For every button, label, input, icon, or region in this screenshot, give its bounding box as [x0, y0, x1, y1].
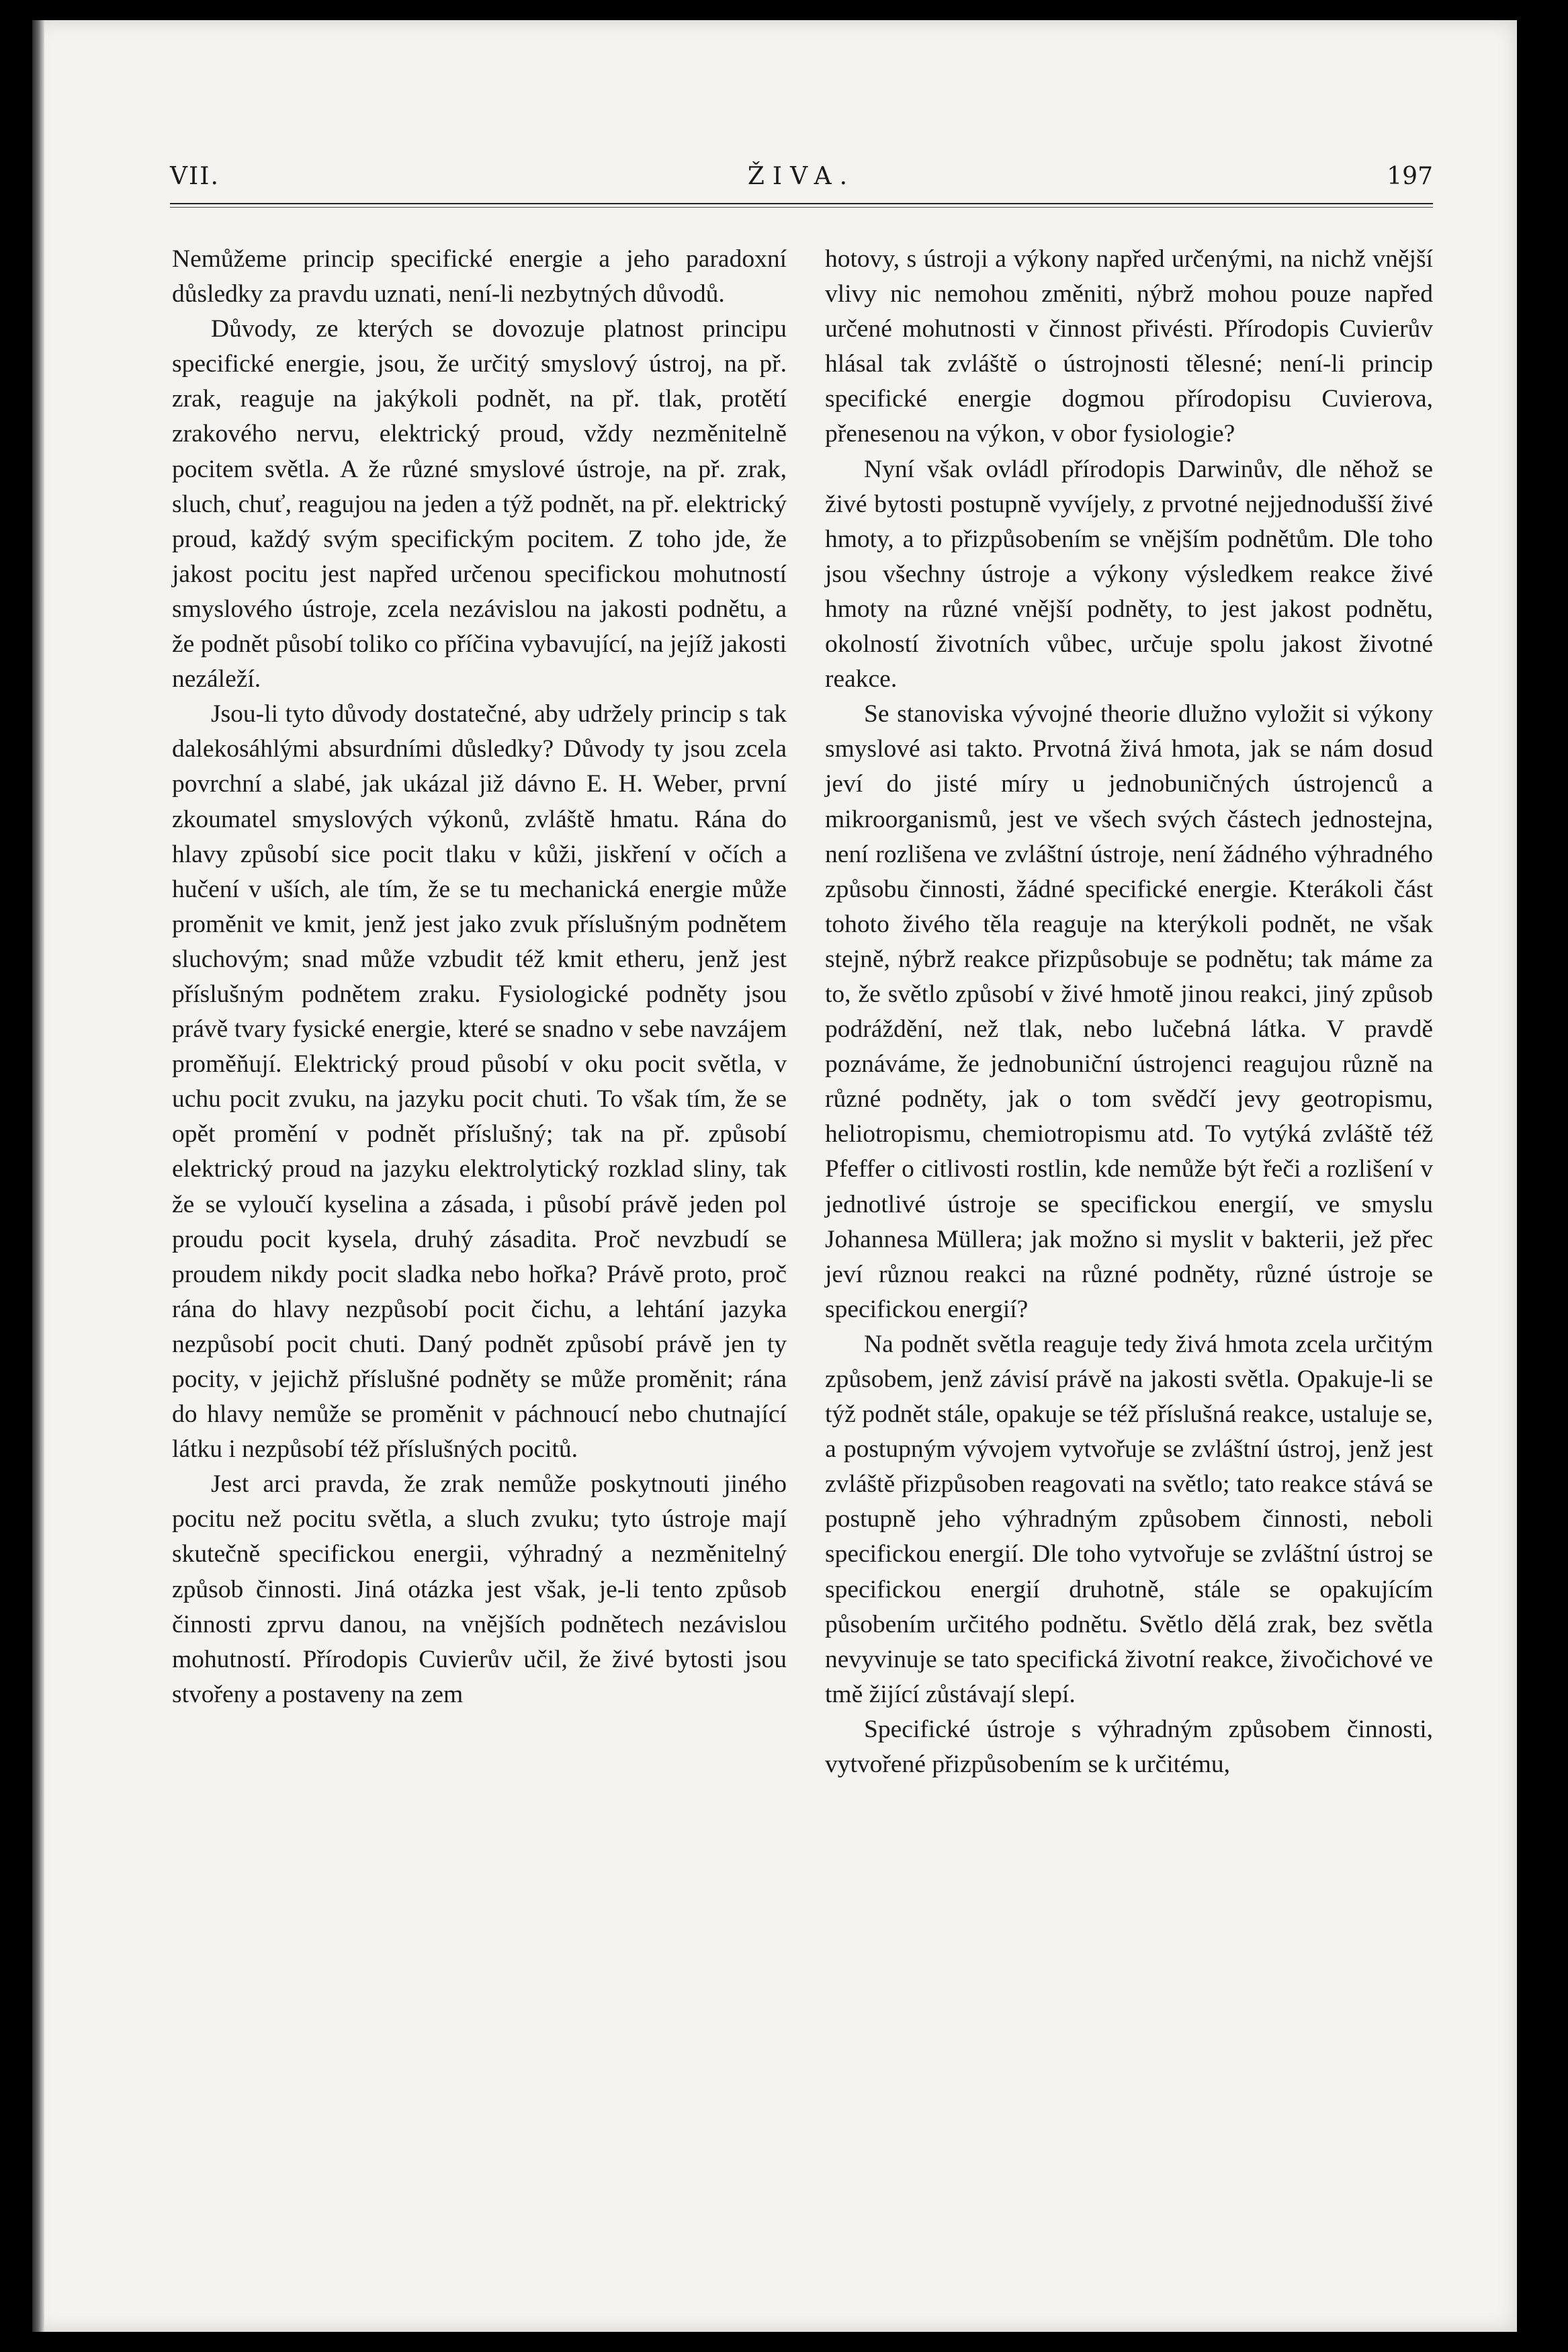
paragraph: Nemůžeme princip specifické energie a jeho paradoxní důsledky za pravdu uznati, není-li nezbytných důvodů.	[172, 245, 787, 308]
volume-number: VII.	[170, 163, 220, 190]
book-page	[32, 20, 1517, 2332]
running-header	[170, 163, 1433, 203]
paragraph: Se stanoviska vývojné theorie dlužno vyložit si výkony smyslové asi takto. Prvotná živá hmota, jak se nám dosud jeví do jisté míry u jednobuničných ústrojenců a mikroorganismů, jest ve všech svých částech jednostejna, není rozlišena ve zvláštní ústroje, není žádného výhradného způsobu činnosti, žádné specifické energie. Kterákoli část tohoto živého těla reaguje na kterýkoli podnět, ne však stejně, nýbrž reakce přizpůsobuje se podnětu; tak máme za to, že světlo způsobí v živé hmotě jinou reakci, jiný způsob podráždění, než tlak, nebo lučebná látka. V pravdě poznáváme, že jednobuniční ústrojenci reagujou různě na různé podněty, jak o tom svědčí jevy geotropismu, heliotropismu, chemiotropismu atd. To vytýká zvláště též Pfeffer o citlivosti rostlin, kde nemůže být řeči a rozlišení v jednotlivé ústroje se specifickou energií, ve smyslu Johannesa Müllera; jak možno si myslit v bakterii, jež přec jeví různou reakci na různé podněty, různé ústroje se specifickou energií?	[825, 700, 1433, 1323]
page-number: 197	[1387, 163, 1433, 190]
page-spine-edge	[32, 20, 44, 2332]
paragraph: Nyní však ovládl přírodopis Darwinův, dle něhož se živé bytosti postupně vyvíjely, z prvotné nejjednodušší živé hmoty, a to přizpůsobením se vnějším podnětům. Dle toho jsou všechny ústroje a výkony výsledkem reakce živé hmoty na různé vnější podněty, to jest jakost podnětu, okolností životních vůbec, určuje spolu jakost životné reakce.	[825, 455, 1433, 694]
paragraph: Jsou-li tyto důvody dostatečné, aby udržely princip s tak dalekosáhlými absurdními důsledky? Důvody ty jsou zcela povrchní a slabé, jak ukázal již dávno E. H. Weber, první zkoumatel smyslových výkonů, zvláště hmatu. Rána do hlavy způsobí sice pocit tlaku v kůži, jiskření v očích a hučení v uších, ale tím, že se tu mechanická energie může proměnit ve kmit, jenž jest jako zvuk příslušným podnětem sluchovým; snad může vzbudit též kmit etheru, jenž jest příslušným podnětem zraku. Fysiologické podněty jsou právě tvary fysické energie, které se snadno v sebe navzájem proměňují. Elektrický proud působí v oku pocit světla, v uchu pocit zvuku, na jazyku pocit chuti. To však tím, že se opět promění v podnět příslušný; tak na př. způsobí elektrický proud na jazyku elektrolytický rozklad sliny, tak že se vyloučí kyselina a zásada, i působí právě jeden pol proudu pocit kysela, druhý zásadita. Proč nevzbudí se proudem nikdy pocit sladka nebo hořka? Právě proto, proč rána do hlavy nezpůsobí pocit čichu, a lehtání jazyka nezpůsobí pocit chuti. Daný podnět způsobí právě jen ty pocity, v jejichž příslušné podněty se může proměnit; rána do hlavy nemůže se proměnit v páchnoucí nebo chutnající látku i nezpůsobí též příslušných pocitů.	[172, 700, 787, 1464]
left-column	[172, 242, 787, 1712]
paragraph: Na podnět světla reaguje tedy živá hmota zcela určitým způsobem, jenž závisí právě na jakosti světla. Opakuje-li se týž podnět stále, opakuje se též příslušná reakce, ustaluje se, a postupným vývojem vytvořuje se zvláštní ústroj, jenž jest zvláště přizpůsoben reagovati na světlo; tato reakce stává se postupně jeho výhradným způsobem činnosti, neboli specifickou energií. Dle toho vytvořuje se zvláštní ústroj se specifickou energií druhotně, stále se opakujícím působením určitého podnětu. Světlo dělá zrak, bez světla nevyvinuje se tato specifická životní reakce, živočichové ve tmě žijící zůstávají slepí.	[825, 1330, 1433, 1708]
paragraph: Důvody, ze kterých se dovozuje platnost principu specifické energie, jsou, že určitý smyslový ústroj, na př. zrak, reaguje na jakýkoli podnět, na př. tlak, protětí zrakového nervu, elektrický proud, vždy nezměnitelně pocitem světla. A že různé smyslové ústroje, na př. zrak, sluch, chuť, reagujou na jeden a týž podnět, na př. elektrický proud, každý svým specifickým pocitem. Z toho jde, že jakost pocitu jest napřed určenou specifickou mohutností smyslového ústroje, zcela nezávislou na jakosti podnětu, a že podnět působí toliko co příčina vybavující, na jejíž jakosti nezáleží.	[172, 315, 787, 694]
paragraph: Specifické ústroje s výhradným způsobem činnosti, vytvořené přizpůsobením se k určitému,	[825, 1715, 1433, 1779]
right-column	[825, 242, 1433, 1782]
header-rule	[170, 203, 1433, 208]
journal-title: ŽIVA.	[747, 163, 856, 190]
paragraph: hotovy, s ústroji a výkony napřed určenými, na nichž vnější vlivy nic nemohou změniti, nýbrž mohou pouze napřed určené mohutnosti v činnost přivésti. Přírodopis Cuvierův hlásal tak zvláště o ústrojnosti tělesné; není-li princip specifické energie dogmou přírodopisu Cuvierova, přenesenou na výkon, v obor fysiologie?	[825, 245, 1433, 448]
paragraph: Jest arci pravda, že zrak nemůže poskytnouti jiného pocitu než pocitu světla, a sluch zvuku; tyto ústroje mají skutečně specifickou energii, výhradný a nezměnitelný způsob činnosti. Jiná otázka jest však, je-li tento způsob činnosti zprvu danou, na vnějších podnětech nezávislou mohutností. Přírodopis Cuvierův učil, že živé bytosti jsou stvořeny a postaveny na zem	[172, 1470, 787, 1708]
